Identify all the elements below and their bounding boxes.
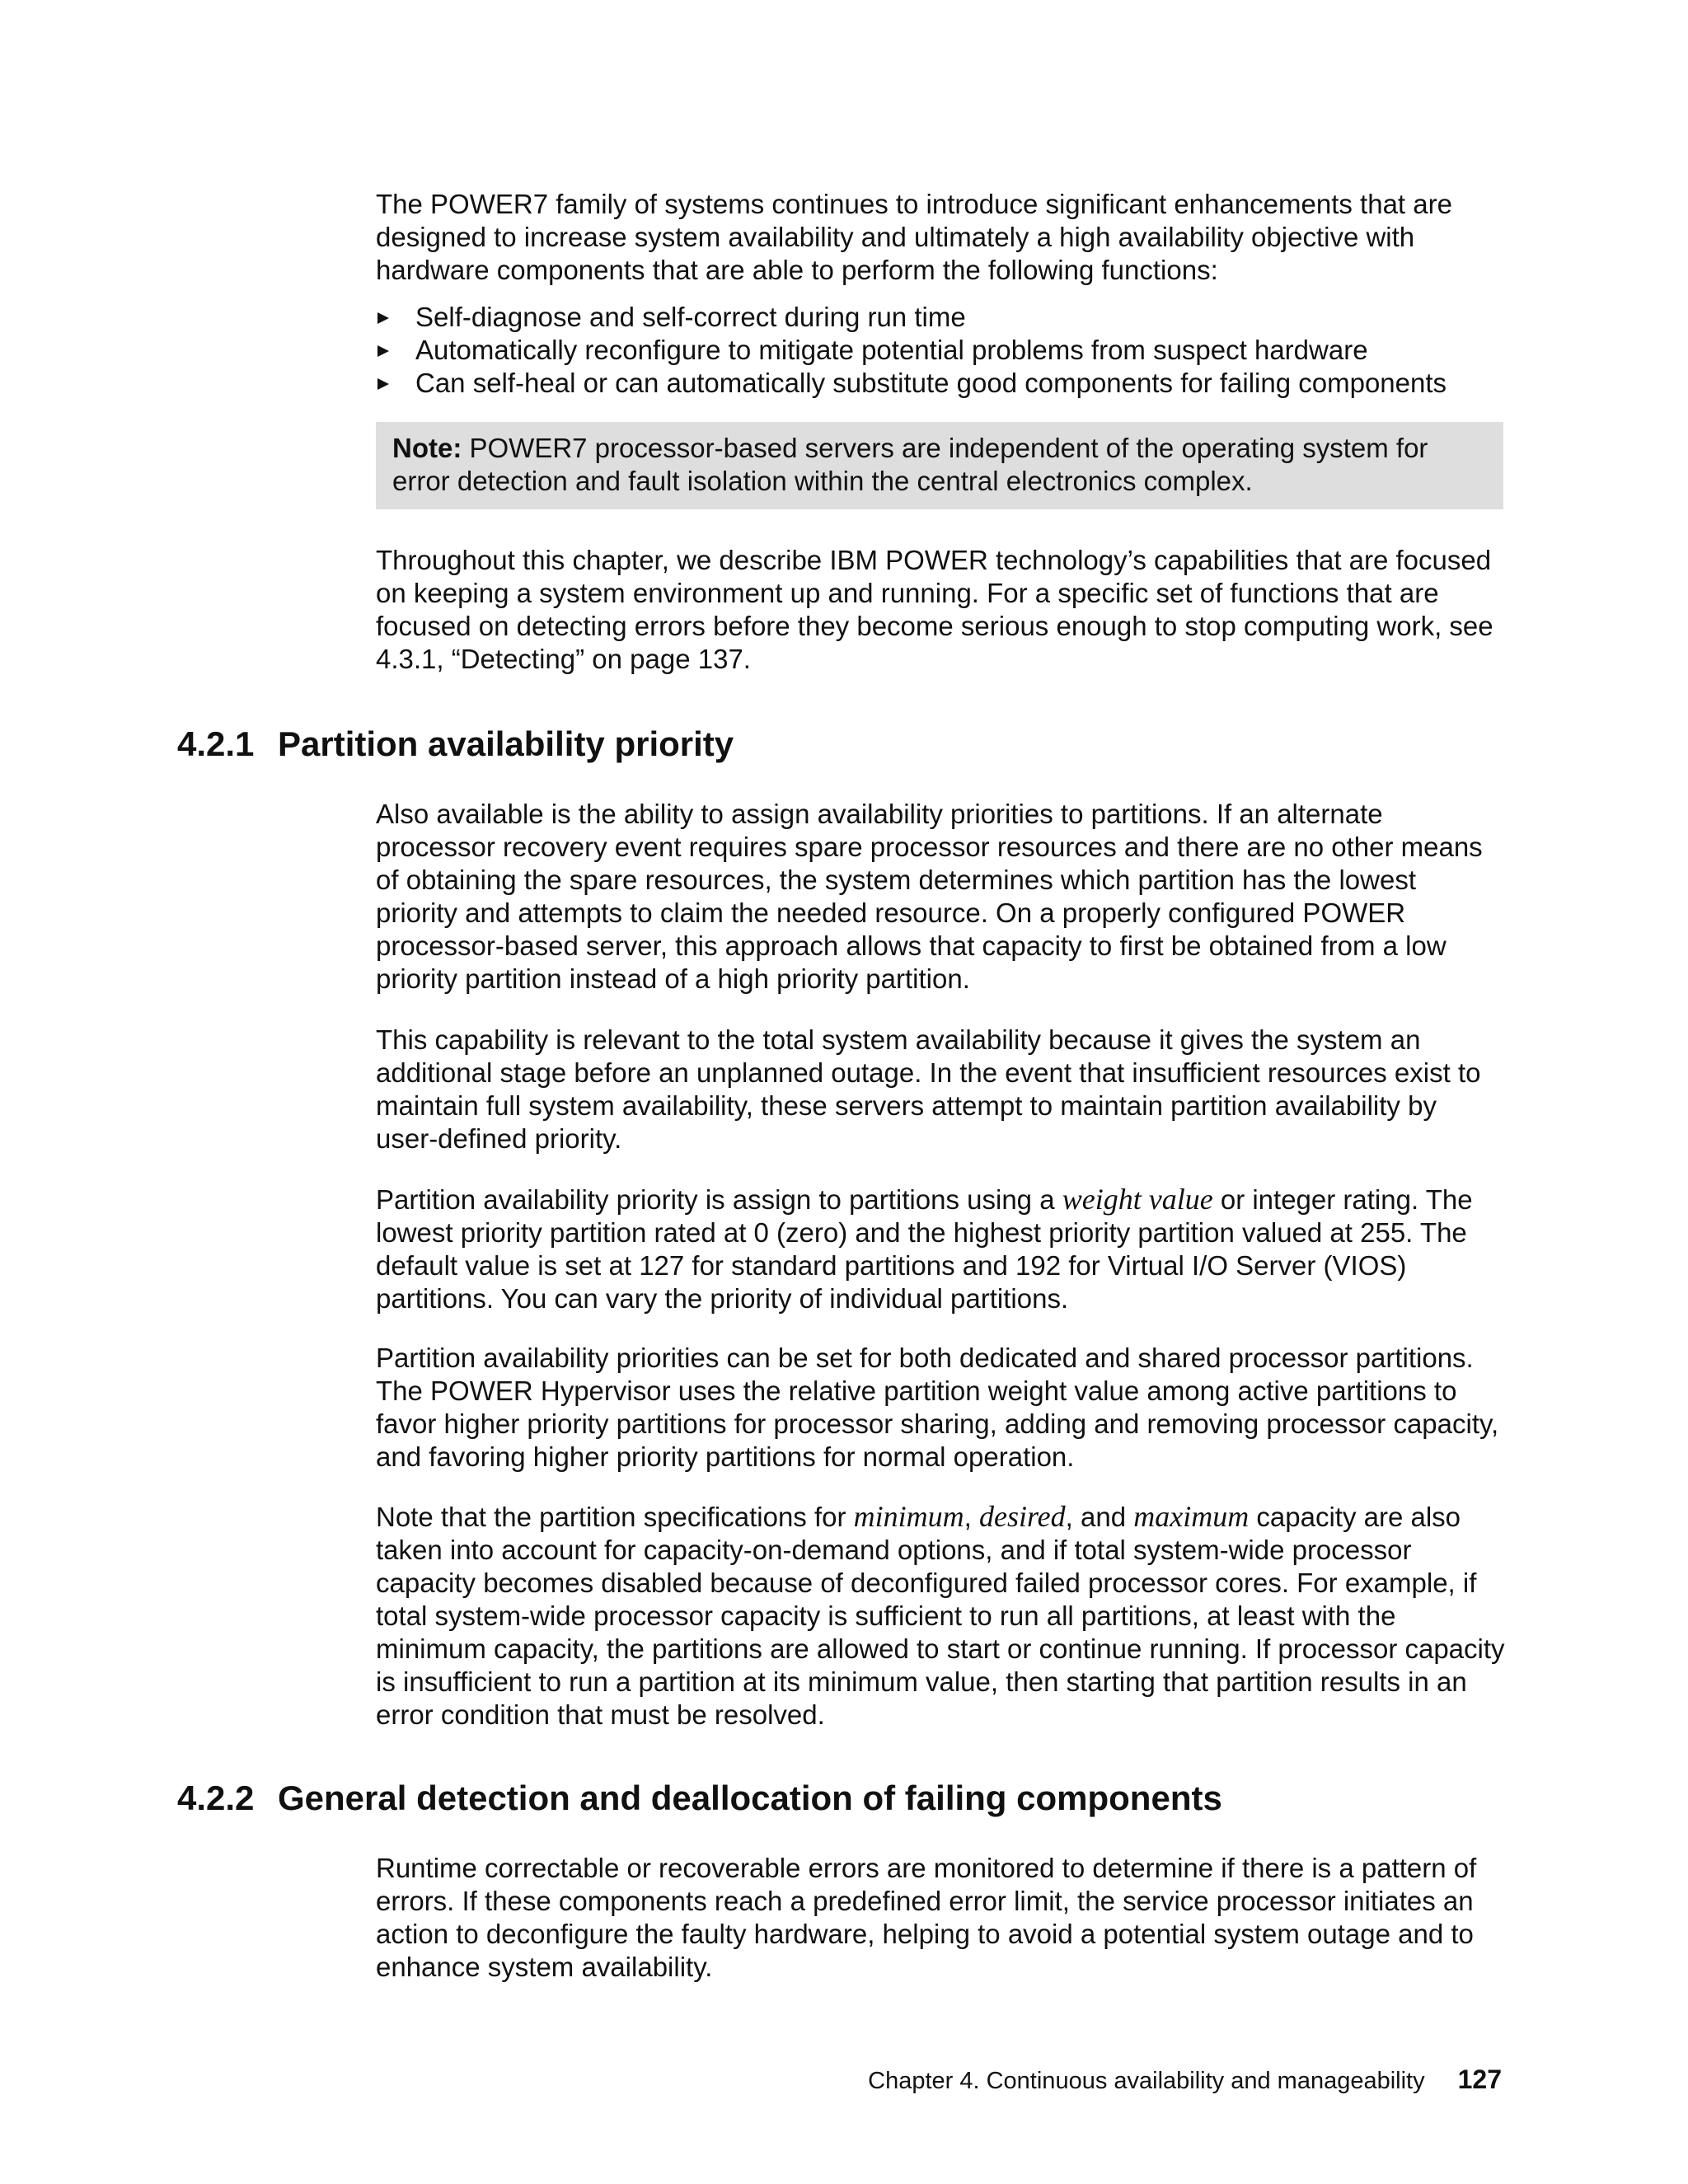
- triangle-bullet-icon: [377, 345, 389, 357]
- section-4-2-2-p1: [376, 1852, 1505, 1984]
- text-run: Partition availability priority is assign to partitions using a: [376, 1184, 1062, 1215]
- section-4-2-1-p5: [376, 1500, 1505, 1732]
- paragraph: Also available is the ability to assign availability priorities to partitions. If an alternate processor recovery event requires spare processor resources and there are no other means of obtaining the spare resources, the system determines which partition has the lowest priority and attempts to claim the needed resource. On a properly configured POWER processor-based server, this approach allows that capacity to first be obtained from a low priority partition instead of a high priority partition.: [376, 799, 1483, 994]
- page-footer: [824, 2064, 1502, 2096]
- section-title: Partition availability priority: [278, 724, 734, 763]
- paragraph: This capability is relevant to the total system availability because it gives the system an additional stage before an unplanned outage. In the event that insufficient resources exist to maintain full system availability, these servers attempt to maintain partition availability by user-defined priority.: [376, 1024, 1481, 1154]
- bullet-text: Can self-heal or can automatically substitute good components for failing components: [415, 368, 1447, 398]
- triangle-bullet-icon: [377, 312, 389, 324]
- text-run: capacity are also taken into account for capacity-on-demand options, and if total system-wide processor capacity becomes disabled because of deconfigured failed processor cores. For example, if total system-wide processor capacity is sufficient to run all partitions, at least with the minimum capacity, the partitions are allowed to start or continue running. If processor capacity is insufficient to run a partition at its minimum value, then starting that partition results in an error condition that must be resolved.: [376, 1502, 1505, 1730]
- intro-paragraph: The POWER7 family of systems continues to introduce significant enhancements that are designed to increase system availability and ultimately a high availability objective with hardware components that are able to perform the following functions:: [376, 189, 1452, 285]
- emphasis-maximum: maximum: [1133, 1500, 1250, 1533]
- emphasis-minimum: minimum: [853, 1500, 964, 1533]
- section-4-2-1-p3: [376, 1183, 1505, 1315]
- list-item: [376, 301, 1505, 334]
- paragraph: Runtime correctable or recoverable errors are monitored to determine if there is a pattern of errors. If these components reach a predefined error limit, the service processor initiates an action to deconfigure the faulty hardware, helping to avoid a potential system outage and to enhance system availability.: [376, 1853, 1477, 1982]
- section-number: 4.2.1: [177, 724, 255, 763]
- text-run: Note that the partition specifications for: [376, 1502, 854, 1532]
- section-4-2-1-p2: [376, 1024, 1505, 1155]
- section-number: 4.2.2: [177, 1779, 255, 1817]
- list-item: [376, 334, 1505, 367]
- intro-section: [376, 188, 1505, 287]
- throughout-section: [376, 544, 1505, 676]
- chapter-title: Chapter 4. Continuous availability and manageability: [868, 2068, 1425, 2094]
- list-item: [376, 367, 1505, 400]
- text-run: or integer rating. The lowest priority partition rated at 0 (zero) and the highest priority partition valued at 255. The default value is set at 127 for standard partitions and 192 for Virtual I/O Server (VIOS) partitions. You can vary the priority of individual partitions.: [376, 1184, 1473, 1314]
- page-number: 127: [1457, 2064, 1502, 2094]
- note-body: POWER7 processor-based servers are independent of the operating system for error detection and fault isolation within the central electronics complex.: [392, 433, 1428, 496]
- note-label: Note:: [392, 433, 462, 463]
- paragraph: Partition availability priorities can be set for both dedicated and shared processor partitions. The POWER Hypervisor uses the relative partition weight value among active partitions to favor higher priority partitions for processor sharing, adding and removing processor capacity, and favoring higher priority partitions for normal operation.: [376, 1343, 1499, 1472]
- emphasis-weight-value: weight value: [1062, 1183, 1213, 1216]
- note-box: [376, 422, 1503, 509]
- section-title: General detection and deallocation of failing components: [278, 1779, 1222, 1817]
- triangle-bullet-icon: [377, 378, 389, 390]
- section-4-2-1-p1: [376, 798, 1505, 996]
- throughout-paragraph: Throughout this chapter, we describe IBM POWER technology’s capabilities that are focused on keeping a system environment up and running. For a specific set of functions that are focused on detecting errors before they become serious enough to stop computing work, see 4.3.1, “Detecting” on page 137.: [376, 545, 1493, 674]
- paragraph: [376, 1183, 1505, 1315]
- intro-bullet-list: [376, 301, 1505, 400]
- bullet-text: Automatically reconfigure to mitigate potential problems from suspect hardware: [415, 335, 1368, 365]
- paragraph: [376, 1500, 1505, 1732]
- text-run: ,: [964, 1502, 979, 1532]
- note-text: [392, 432, 1487, 498]
- emphasis-desired: desired: [979, 1500, 1066, 1533]
- section-heading-4-2-1: [177, 724, 734, 765]
- bullet-text: Self-diagnose and self-correct during run time: [415, 302, 966, 332]
- section-4-2-1-p4: [376, 1342, 1505, 1474]
- section-heading-4-2-2: [177, 1778, 1222, 1819]
- text-run: , and: [1065, 1502, 1134, 1532]
